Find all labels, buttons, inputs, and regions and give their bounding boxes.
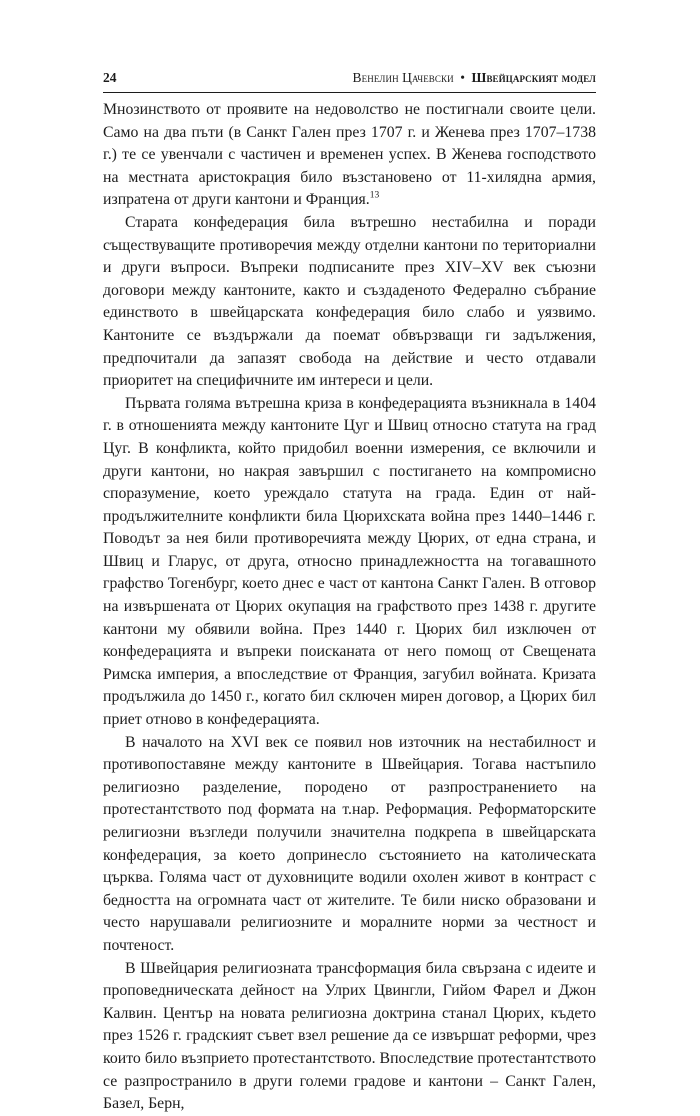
paragraph: В Швейцария религиозната трансформация била свързана с идеите и проповедническата дейност на Улрих Цвингли, Гийом Фарел и Джон Калвин. Център на новата религиозна доктрина станал Цюрих, където през 1526 г. градският съвет взел решение да се извършат реформи, чрез които било възприето протестантството. Впоследствие протестантството се разпространило в други големи градове и кантони – Санкт Гален, Базел, Берн, [103,959,596,1113]
paragraph: В началото на XVI век се появил нов източник на нестабилност и противопоставяне между кантоните в Швейцария. Тогава настъпило религиозно разделение, породено от разпространението на протестантството под формата на т.нар. Реформация. Реформаторските религиозни възгледи получили значителна подкрепа в швейцарската конфедерация, за което допринесло състоянието на католическата църква. Голяма част от духовниците водили охолен живот в контраст с бедността на огромната част от жителите. Те били ниско образовани и често нарушавали религиозните и моралните норми за честност и почтеност. [103,733,596,954]
running-header-right [353,68,596,88]
paragraph [103,99,596,212]
paragraph-text: Мнозинството от проявите на недоволство не постигнали своите цели. Само на два пъти (в Санкт Гален през 1707 г. и Женева през 1707–1738 г.) те се увенчали с частичен и временен успех. В Женева господството на местната аристокрация било възстановено от 11-хилядна армия, изпратена от други кантони и Франция. [103,101,596,209]
running-title: Швейцарският модел [471,70,596,85]
book-page [103,68,596,1116]
paragraph: Старата конфедерация била вътрешно нестабилна и поради съществуващите противоречия между отделни кантони по териториални и други въпроси. Въпреки подписаните през XIV–XV век съюзни договори между кантоните, както и създаденото Федерално събрание единството в швейцарската конфедерация било слабо и уязвимо. Кантоните се въздържали да поемат обвързващи ги задължения, предпочитали да запазят свобода на действие и често отдавали приоритет на специфичните им интереси и цели. [103,213,596,390]
header-rule [103,92,596,93]
running-author: Венелин Цачевски [352,70,454,85]
body-text [103,99,596,1116]
running-header [103,68,596,88]
page-number: 24 [103,70,117,85]
running-separator: • [460,70,466,85]
paragraph: Първата голяма вътрешна криза в конфедерацията възникнала в 1404 г. в отношенията между кантоните Цуг и Швиц относно статута на град Цуг. В конфликта, който придобил военни измерения, се включили и други кантони, но накрая завършил с постигането на компромисно споразумение, което уреждало статута на града. Един от най-продължителните конфликти била Цюрихската война през 1440–1446 г. Поводът за нея били противоречията между Цюрих, от една страна, и Швиц и Гларус, от друга, относно принадлежността на тогавашното графство Тогенбург, което днес е част от кантона Санкт Гален. В отговор на извършената от Цюрих окупация на графството през 1438 г. другите кантони му обявили война. През 1440 г. Цюрих бил изключен от конфедерацията и въпреки поисканата от него помощ от Свещената Римска империя, а впоследствие от Франция, загубил войната. Кризата продължила до 1450 г., когато бил сключен мирен договор, а Цюрих бил приет отново в конфедерацията. [103,394,596,729]
footnote-reference: 13 [369,191,380,202]
